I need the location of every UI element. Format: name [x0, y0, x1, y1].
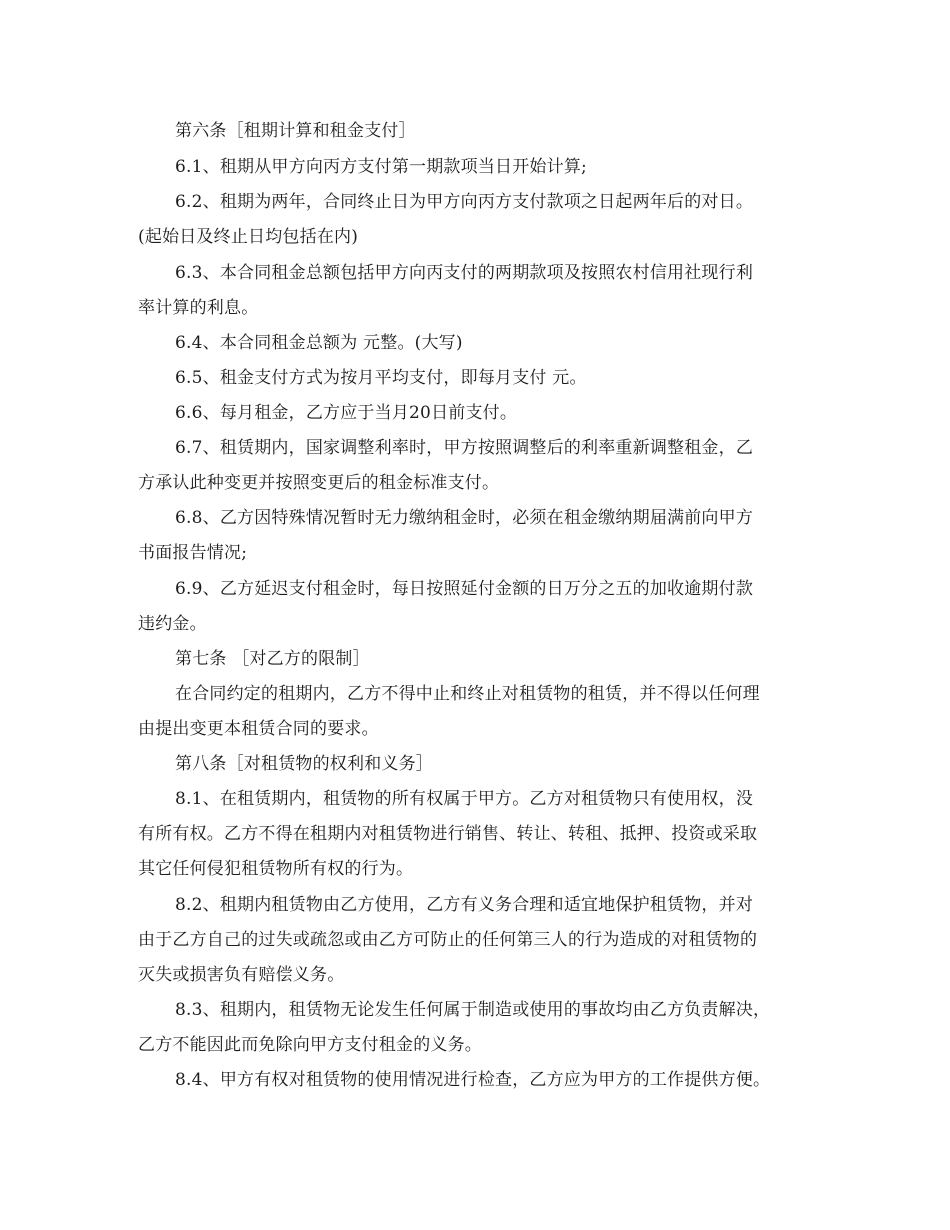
clause-6-9: 6.9、乙方延迟支付租金时，每日按照延付金额的日万分之五的加收逾期付款 [175, 579, 754, 599]
clause-8-2: 8.2、租期内租赁物由乙方使用，乙方有义务合理和适宜地保护租赁物，并对 [175, 895, 754, 915]
clause-8-4: 8.4、甲方有权对租赁物的使用情况进行检查，乙方应为甲方的工作提供方便。 [175, 1070, 771, 1090]
clause-6-8-continued: 书面报告情况; [138, 543, 248, 563]
clause-6-7: 6.7、租赁期内，国家调整利率时，甲方按照调整后的利率重新调整租金，乙 [175, 438, 754, 458]
clause-8-1-continued-2: 其它任何侵犯租赁物所有权的行为。 [138, 859, 414, 879]
clause-6-4: 6.4、本合同租金总额为 元整。(大写) [175, 333, 463, 353]
clause-6-9-continued: 违约金。 [138, 614, 207, 634]
clause-8-1-continued: 有所有权。乙方不得在租期内对租赁物进行销售、转让、转租、抵押、投资或采取 [138, 824, 758, 844]
section-7-heading: 第七条 ［对乙方的限制］ [175, 649, 370, 669]
clause-6-6: 6.6、每月租金，乙方应于当月20日前支付。 [175, 403, 518, 423]
clause-8-1: 8.1、在租赁期内，租赁物的所有权属于甲方。乙方对租赁物只有使用权，没 [175, 789, 754, 809]
clause-8-2-continued: 由于乙方自己的过失或疏忽或由乙方可防止的任何第三人的行为造成的对租赁物的 [138, 930, 758, 950]
section-7-body-continued: 由提出变更本租赁合同的要求。 [138, 719, 379, 739]
clause-8-3: 8.3、租期内，租赁物无论发生任何属于制造或使用的事故均由乙方负责解决， [175, 1000, 771, 1020]
clause-6-3-continued: 率计算的利息。 [138, 298, 259, 318]
section-7-body: 在合同约定的租期内，乙方不得中止和终止对租赁物的租赁，并不得以任何理 [175, 684, 760, 704]
clause-6-2: 6.2、租期为两年，合同终止日为甲方向丙方支付款项之日起两年后的对日。 [175, 192, 754, 212]
section-8-heading: 第八条［对租赁物的权利和义务］ [175, 754, 433, 774]
clause-6-7-continued: 方承认此种变更并按照变更后的租金标准支付。 [138, 473, 500, 493]
clause-6-5: 6.5、租金支付方式为按月平均支付，即每月支付 元。 [175, 368, 587, 388]
clause-6-8: 6.8、乙方因特殊情况暂时无力缴纳租金时，必须在租金缴纳期届满前向甲方 [175, 508, 754, 528]
clause-8-2-continued-2: 灭失或损害负有赔偿义务。 [138, 965, 345, 985]
clause-6-3: 6.3、本合同租金总额包括甲方向丙支付的两期款项及按照农村信用社现行利 [175, 263, 754, 283]
clause-6-2-continued: (起始日及终止日均包括在内) [138, 227, 359, 247]
clause-6-1: 6.1、租期从甲方向丙方支付第一期款项当日开始计算; [175, 157, 587, 177]
section-6-heading: 第六条［租期计算和租金支付］ [175, 121, 416, 141]
clause-8-3-continued: 乙方不能因此而免除向甲方支付租金的义务。 [138, 1035, 482, 1055]
